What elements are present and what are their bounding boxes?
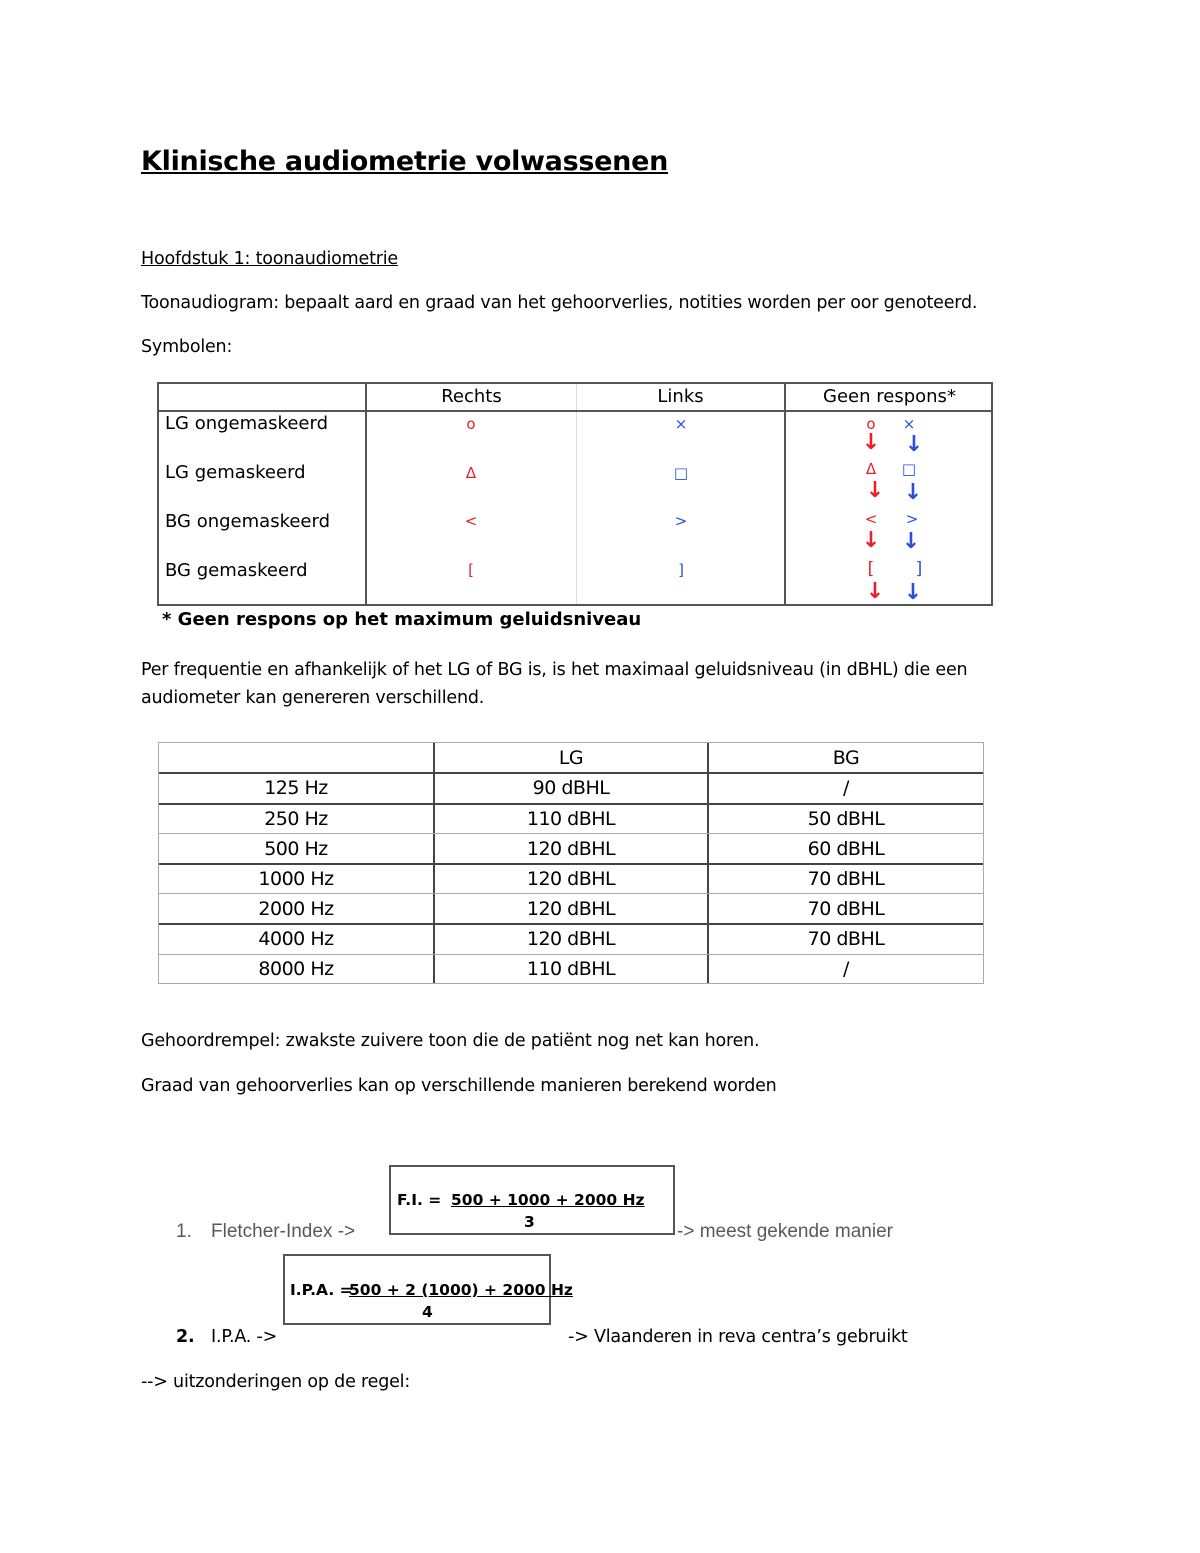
- lg-cell: 90 dBHL: [532, 777, 610, 799]
- freq-cell: 250 Hz: [264, 808, 328, 830]
- row-label-bg-gemaskeerd: BG gemaskeerd: [165, 560, 308, 581]
- row-label-bg-ongemaskeerd: BG ongemaskeerd: [165, 511, 331, 532]
- lg-cell: 120 dBHL: [526, 928, 616, 950]
- formula-lhs: I.P.A. =: [290, 1281, 353, 1299]
- symbols-table: [157, 382, 993, 606]
- list-number-1: 1.: [176, 1221, 192, 1242]
- symbol-nr-right-lg-unmasked: o: [866, 415, 876, 433]
- lg-cell: 120 dBHL: [526, 868, 616, 890]
- symbol-right-lg-unmasked: o: [466, 415, 476, 433]
- max-level-table: [158, 742, 984, 984]
- list-suffix-ipa: -> Vlaanderen in reva centra’s gebruikt: [568, 1327, 908, 1347]
- arrow-down-icon: ↓: [901, 529, 921, 554]
- formula-numerator: 500 + 1000 + 2000 Hz: [451, 1191, 645, 1209]
- freq-intro-line1: Per frequentie en afhankelijk of het LG of BG is, is het maximaal geluidsniveau (in dBHL) die een: [141, 660, 968, 680]
- bg-cell: 70 dBHL: [807, 868, 885, 890]
- freq-cell: 1000 Hz: [258, 868, 334, 890]
- header-lg: LG: [558, 747, 584, 769]
- symbols-label: Symbolen:: [141, 337, 233, 357]
- arrow-down-icon: ↓: [903, 580, 923, 605]
- row-label-lg-ongemaskeerd: LG ongemaskeerd: [165, 413, 329, 434]
- arrow-down-icon: ↓: [904, 432, 924, 457]
- freq-cell: 4000 Hz: [258, 928, 334, 950]
- threshold-text: Gehoordrempel: zwakste zuivere toon die de patiënt nog net kan horen.: [141, 1031, 760, 1051]
- list-number-2: 2.: [176, 1327, 195, 1347]
- symbol-nr-left-lg-unmasked: ×: [902, 415, 916, 433]
- bg-cell: /: [843, 777, 849, 799]
- symbol-nr-right-lg-masked: Δ: [865, 460, 877, 478]
- exceptions-text: --> uitzonderingen op de regel:: [141, 1372, 411, 1392]
- bg-cell: /: [843, 958, 849, 980]
- freq-intro-line2: audiometer kan genereren verschillend.: [141, 688, 485, 708]
- lg-cell: 110 dBHL: [526, 808, 616, 830]
- list-label-ipa: I.P.A. ->: [211, 1327, 278, 1347]
- bg-cell: 60 dBHL: [807, 838, 885, 860]
- header-links: Links: [657, 386, 704, 407]
- symbol-nr-right-bg-masked: [: [867, 559, 875, 579]
- lg-cell: 110 dBHL: [526, 958, 616, 980]
- arrow-down-icon: ↓: [865, 478, 885, 503]
- freq-cell: 125 Hz: [264, 777, 328, 799]
- lg-cell: 120 dBHL: [526, 838, 616, 860]
- formula-numerator: 500 + 2 (1000) + 2000 Hz: [349, 1281, 573, 1299]
- header-geen-respons: Geen respons*: [823, 386, 956, 407]
- formula-denominator: 3: [524, 1213, 535, 1231]
- symbol-nr-right-bg-unmasked: <: [864, 510, 878, 528]
- freq-cell: 2000 Hz: [258, 898, 334, 920]
- symbol-left-bg-unmasked: >: [674, 512, 688, 530]
- list-label-fletcher: Fletcher-Index ->: [211, 1221, 356, 1242]
- header-rechts: Rechts: [441, 386, 502, 407]
- symbol-nr-left-bg-unmasked: >: [905, 510, 919, 528]
- arrow-down-icon: ↓: [865, 579, 885, 604]
- symbols-footnote: * Geen respons op het maximum geluidsniveau: [162, 609, 642, 630]
- ipa-formula-box: [283, 1254, 573, 1325]
- arrow-down-icon: ↓: [861, 430, 881, 455]
- arrow-down-icon: ↓: [903, 480, 923, 505]
- bg-cell: 70 dBHL: [807, 928, 885, 950]
- symbol-left-lg-unmasked: ×: [674, 415, 688, 433]
- symbol-right-bg-masked: [: [468, 561, 474, 579]
- header-bg: BG: [832, 747, 860, 769]
- lg-cell: 120 dBHL: [526, 898, 616, 920]
- bg-cell: 50 dBHL: [807, 808, 885, 830]
- row-label-lg-gemaskeerd: LG gemaskeerd: [165, 462, 306, 483]
- chapter-heading: Hoofdstuk 1: toonaudiometrie: [141, 249, 398, 269]
- document-title: Klinische audiometrie volwassenen: [141, 146, 669, 177]
- formula-lhs: F.I. =: [397, 1191, 442, 1209]
- bg-cell: 70 dBHL: [807, 898, 885, 920]
- symbol-right-lg-masked: Δ: [465, 464, 477, 482]
- symbol-left-lg-masked: □: [673, 464, 689, 482]
- fletcher-formula-box: [389, 1165, 675, 1235]
- symbol-nr-left-bg-masked: ]: [915, 559, 923, 579]
- freq-cell: 8000 Hz: [258, 958, 334, 980]
- symbol-left-bg-masked: ]: [678, 561, 684, 579]
- symbol-nr-left-lg-masked: □: [901, 460, 917, 478]
- arrow-down-icon: ↓: [861, 528, 881, 553]
- formula-denominator: 4: [422, 1303, 433, 1321]
- intro-text: Toonaudiogram: bepaalt aard en graad van het gehoorverlies, notities worden per oor genoteerd.: [141, 293, 978, 313]
- symbol-right-bg-unmasked: <: [464, 512, 478, 530]
- freq-cell: 500 Hz: [264, 838, 328, 860]
- list-suffix-fletcher: -> meest gekende manier: [677, 1221, 893, 1242]
- degree-text: Graad van gehoorverlies kan op verschillende manieren berekend worden: [141, 1076, 777, 1096]
